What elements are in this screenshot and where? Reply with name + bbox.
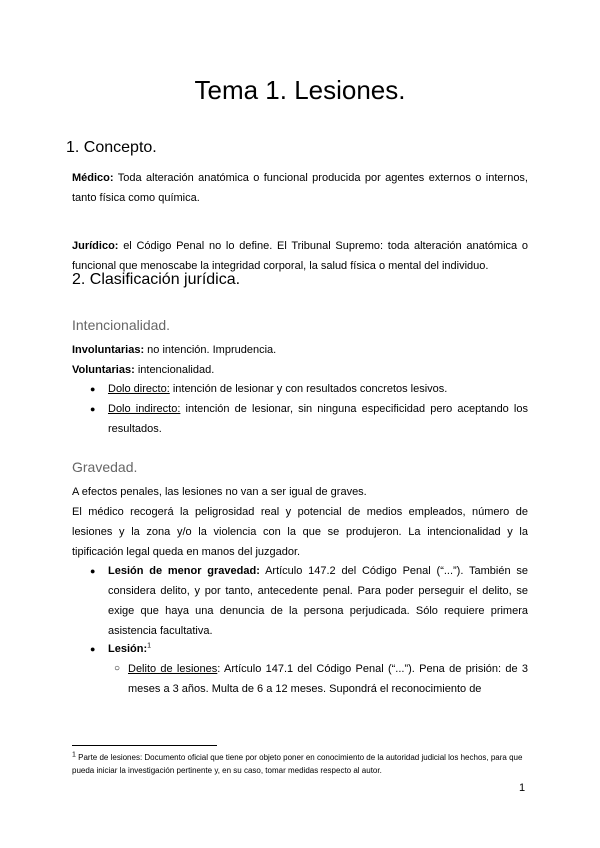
text-dolo-directo: intención de lesionar y con resultados concretos lesivos.	[169, 383, 448, 395]
footnote-text: Parte de lesiones: Documento oficial que tiene por objeto poner en conocimiento de la autoridad judicial los hechos, para que pueda iniciar la investigación pertinente y, en su caso, tomar medidas respecto al autor.	[72, 753, 523, 775]
footnote-mark: 1	[72, 751, 76, 759]
term-lesion: Lesión:	[108, 643, 148, 655]
footnote-divider	[72, 745, 217, 746]
paragraph-gravedad-intro: A efectos penales, las lesiones no van a ser igual de graves.	[72, 486, 367, 498]
term-menor-gravedad: Lesión de menor gravedad:	[108, 565, 260, 577]
text-dolo-indirecto: intención de lesionar, sin ninguna especificidad pero aceptando los resultados.	[108, 403, 528, 435]
term-medico: Médico:	[72, 172, 114, 184]
paragraph-gravedad-medico: El médico recogerá la peligrosidad real y potencial de medios empleados, número de lesiones y la zona y/o la violencia con la que se produjeron. La intencionalidad y la tipificación legal queda en manos del juzgador.	[72, 506, 528, 558]
subheading-intencionalidad: Intencionalidad.	[72, 317, 171, 333]
bullet-icon: ●	[90, 644, 96, 654]
text-voluntarias: intencionalidad.	[134, 364, 215, 376]
page-number: 1	[519, 782, 526, 794]
text-menor-gravedad: Artículo 147.2 del Código Penal (“...”). También se considera delito, y por tanto, antecedente penal. Para poder perseguir el delito, se exige que haya una denuncia de la persona perjudicada. Sólo requiere primera asistencia facultativa.	[108, 565, 528, 637]
bullet-icon: ●	[90, 404, 96, 414]
list-item-lesion	[108, 639, 528, 659]
paragraph-involuntarias	[72, 340, 528, 360]
term-juridico: Jurídico:	[72, 240, 119, 252]
term-dolo-indirecto: Dolo indirecto:	[108, 403, 181, 415]
text-involuntarias: no intención. Imprudencia.	[144, 344, 277, 356]
text-delito-lesiones: : Artículo 147.1 del Código Penal (“...”). Pena de prisión: de 3 meses a 3 años. Multa de 6 a 12 meses. Supondrá el reconocimiento de	[128, 663, 528, 695]
list-item-menor-gravedad	[108, 561, 528, 641]
list-item-dolo-directo	[108, 379, 528, 399]
definition-medico: Toda alteración anatómica o funcional producida por agentes externos o internos, tanto física como química.	[72, 172, 528, 204]
definition-juridico: el Código Penal no lo define. El Tribunal Supremo: toda alteración anatómica o funcional que menoscabe la integridad corporal, la salud física o mental del individuo.	[72, 240, 528, 272]
term-involuntarias: Involuntarias:	[72, 344, 145, 356]
footnote	[72, 751, 528, 777]
bullet-icon: ●	[90, 566, 96, 576]
list-item-delito-lesiones	[128, 659, 528, 699]
term-voluntarias: Voluntarias:	[72, 364, 135, 376]
term-delito-lesiones: Delito de lesiones	[128, 663, 218, 675]
paragraph-medico	[72, 168, 528, 208]
section-heading-clasificacion: 2. Clasificación jurídica.	[72, 271, 241, 288]
list-item-dolo-indirecto	[108, 399, 528, 439]
paragraph-voluntarias	[72, 360, 528, 380]
term-dolo-directo: Dolo directo:	[108, 383, 170, 395]
subheading-gravedad: Gravedad.	[72, 459, 138, 475]
section-heading-concepto: 1. Concepto.	[66, 139, 157, 156]
document-title: Tema 1. Lesiones.	[194, 75, 406, 105]
circle-bullet-icon: ○	[114, 663, 121, 674]
bullet-icon: ●	[90, 384, 96, 394]
footnote-ref[interactable]: 1	[147, 642, 152, 650]
